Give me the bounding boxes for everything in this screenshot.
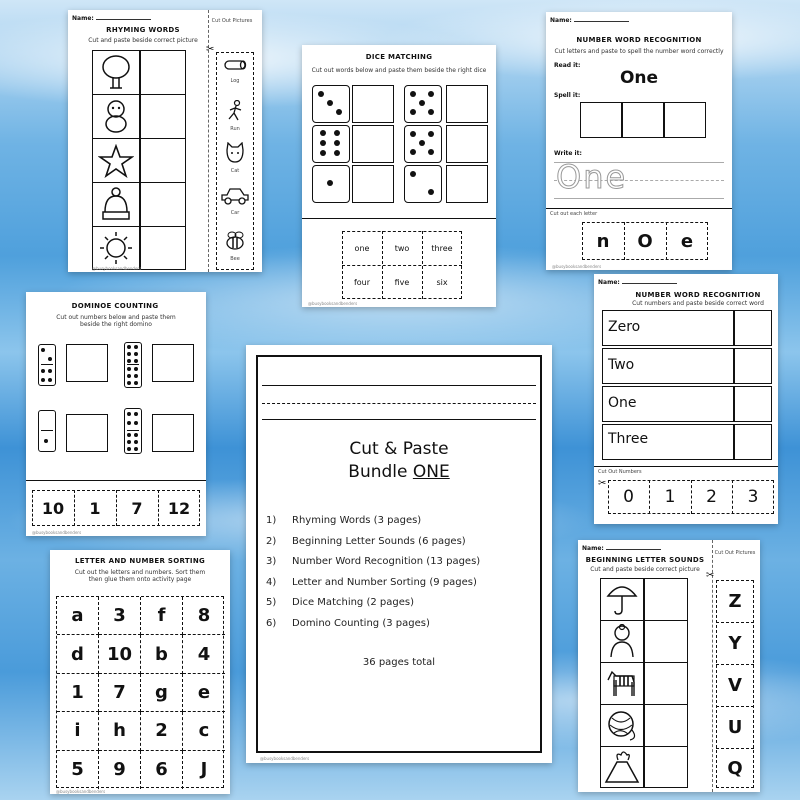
answer-box [734,348,772,384]
sheet-title: DICE MATCHING [365,53,433,61]
credit-text: @busybooksandbenders [308,301,358,306]
divider [26,480,206,481]
sort-card: c [183,712,225,750]
domino-counting-sheet [26,292,206,536]
contents-item [266,511,480,532]
letter-card: e [680,230,694,252]
sheet-instruction: Cut numbers and paste beside correct word [632,300,764,307]
cat-icon [222,142,248,164]
cutout-word: Car [230,210,240,216]
credit-text: @busybooksandbenders [56,789,106,794]
sort-card: h [99,712,141,750]
answer-box [352,165,394,203]
answer-box [66,344,108,382]
dice-one [312,165,350,203]
item-text: Rhyming Words (3 pages) [292,515,422,526]
sheet-instruction: Cut out the letters and numbers. Sort them then glue them onto activity page [74,569,206,583]
hat-icon [100,186,132,222]
word-card: six [436,277,448,287]
traced-word: One [556,158,628,196]
sheet-title: NUMBER WORD RECOGNITION [576,36,702,44]
answer-box [734,386,772,422]
contents-item [266,614,480,635]
runner-icon [222,100,248,122]
sort-card: 9 [99,751,141,789]
item-number: 2) [266,535,277,547]
cutout-item [218,142,252,174]
number-card: 7 [131,498,143,518]
number-word: One [619,68,659,88]
sheet-instruction: Cut out numbers below and paste them beside the right domino [56,314,176,328]
sheet-instruction: Cut and paste beside correct picture [590,566,700,573]
sort-card: a [57,597,99,635]
sort-card: 10 [99,635,141,673]
answer-box [446,85,488,123]
item-number: 5) [266,597,277,608]
sheet-instruction: Cut out words below and paste them beside the right dice [311,67,487,74]
cover-subtitle [246,462,552,482]
dog-icon [100,98,132,134]
item-number: 3) [266,556,277,567]
paste-column [644,578,688,788]
domino-two-four [38,344,56,386]
sort-card: 4 [183,635,225,673]
tree-icon [100,54,132,90]
number-card: 1 [664,487,676,507]
beginning-letter-sounds-sheet [578,540,760,792]
bee-icon [222,230,248,252]
answer-box [734,310,772,346]
spell-box [622,102,664,138]
answer-box [352,125,394,163]
car-icon [220,186,250,206]
item-number: 6) [266,617,277,629]
cover-title: Cut & Paste [349,439,449,459]
item-number: 1) [266,515,277,526]
volcano-icon [604,750,640,784]
sheet-title: NUMBER WORD RECOGNITION [635,291,761,299]
dice-six [312,125,350,163]
page-total: 36 pages total [362,657,436,668]
word-card: three [431,243,453,253]
credit-text: @busybooksandbenders [92,266,142,271]
dice-two [404,165,442,203]
contents-item [266,532,480,553]
scissors-icon: ✂ [706,570,715,581]
cutout-word: Cat [230,168,240,174]
domino-four-six [124,408,142,454]
answer-box [152,344,194,382]
scissors-icon: ✂ [598,478,607,489]
dice-five [404,125,442,163]
number-card: 1 [89,498,101,518]
zebra-icon [604,668,640,700]
sort-card: J [200,759,208,781]
umbrella-icon [606,582,638,616]
star-icon [98,144,134,178]
number-word-sheet-two [594,274,778,524]
answer-box [352,85,394,123]
paste-column [140,50,186,270]
spell-label: Spell it: [554,92,581,99]
number-word: Two [608,357,635,373]
word-card: one [354,243,370,253]
cutout-item [218,186,252,216]
sheet-title: RHYMING WORDS [106,26,180,34]
sheet-instruction: Cut and paste beside correct picture [88,37,198,44]
letter-card: V [728,674,742,696]
item-text: Number Word Recognition (13 pages) [292,556,481,567]
cover-subtitle-prefix: Bundle [348,462,413,482]
sorting-grid [56,596,224,788]
cutout-word: Bee [230,256,240,262]
item-number: 4) [266,576,277,588]
sort-card: f [141,597,183,635]
sort-card: b [141,635,183,673]
word-card: four [353,277,371,287]
number-word: One [608,395,637,411]
sort-card: 7 [99,674,141,712]
domino-six-six [124,342,142,388]
cutout-word: Run [230,126,240,132]
item-text: Letter and Number Sorting (9 pages) [292,576,477,588]
bundle-cover-sheet [246,345,552,763]
divider [594,466,778,467]
sort-card: e [183,674,225,712]
credit-text: @busybooksandbenders [260,756,310,761]
contents-item [266,573,480,594]
rhyming-words-sheet [68,10,262,272]
name-label: Name: [72,15,151,22]
answer-box [446,125,488,163]
divider [546,208,732,209]
sort-card: g [141,674,183,712]
cutout-item [218,230,252,262]
letter-card: Y [728,632,742,654]
item-text: Beginning Letter Sounds (6 pages) [292,535,466,547]
item-text: Domino Counting (3 pages) [292,617,430,629]
number-card: 2 [706,487,717,507]
letter-card: Q [727,757,743,779]
answer-box [66,414,108,452]
number-word: Zero [608,319,641,335]
spell-box [580,102,622,138]
letter-number-sorting-sheet [50,550,230,794]
cutout-word: Log [230,78,240,84]
contents-item [266,552,480,573]
write-label: Write it: [554,150,582,157]
letter-card: n [596,230,610,252]
name-label: Name: [598,279,677,286]
name-label: Name: [582,545,661,552]
word-card: five [394,277,410,287]
sort-card: i [57,712,99,750]
cover-subtitle-emph: ONE [412,462,450,482]
sort-card: 8 [183,597,225,635]
number-word-sheet-one [546,12,732,270]
sheet-instruction: Cut letters and paste to spell the number word correctly [554,48,724,55]
yarn-icon [606,708,638,742]
number-word: Three [608,431,649,447]
domino-zero-one [38,410,56,452]
sheet-title: LETTER AND NUMBER SORTING [74,557,206,565]
sheet-title: BEGINNING LETTER SOUNDS [585,556,705,564]
number-card: 10 [41,498,65,518]
sun-icon [98,230,134,266]
read-label: Read it: [554,62,581,69]
number-card: 12 [167,498,191,518]
sheet-title: DOMINOE COUNTING [71,302,159,310]
number-card: 3 [747,487,759,507]
side-title: Cut Out Pictures [714,550,756,556]
word-card: two [394,243,410,253]
sort-card: d [57,635,99,673]
number-card: 0 [623,487,634,507]
sort-card: 2 [141,712,183,750]
answer-box [734,424,772,460]
credit-text: @busybooksandbenders [32,530,82,535]
letter-card: Z [728,590,742,612]
dice-five [404,85,442,123]
cut-label: Cut Out Numbers [598,469,642,475]
spell-box [664,102,706,138]
contents-list [266,511,480,634]
cut-label: Cut out each letter [550,211,598,217]
cutout-item [218,100,252,132]
dice-matching-sheet [302,45,496,307]
answer-box [446,165,488,203]
credit-text: @busybooksandbenders [552,264,602,269]
sort-card: 5 [57,751,99,789]
answer-box [152,414,194,452]
dice-three [312,85,350,123]
name-label: Name: [550,17,629,24]
contents-item [266,593,480,614]
grandma-icon [606,624,638,658]
sort-card: 3 [99,597,141,635]
sort-card: 1 [57,674,99,712]
log-icon [222,56,248,74]
cutout-item [218,56,252,84]
side-title: Cut Out Pictures [211,18,253,24]
sort-card: 6 [141,751,183,789]
divider [302,218,496,219]
scissors-icon: ✂ [206,44,215,55]
letter-card: U [727,716,743,738]
letter-card: O [637,230,653,252]
item-text: Dice Matching (2 pages) [292,597,414,608]
